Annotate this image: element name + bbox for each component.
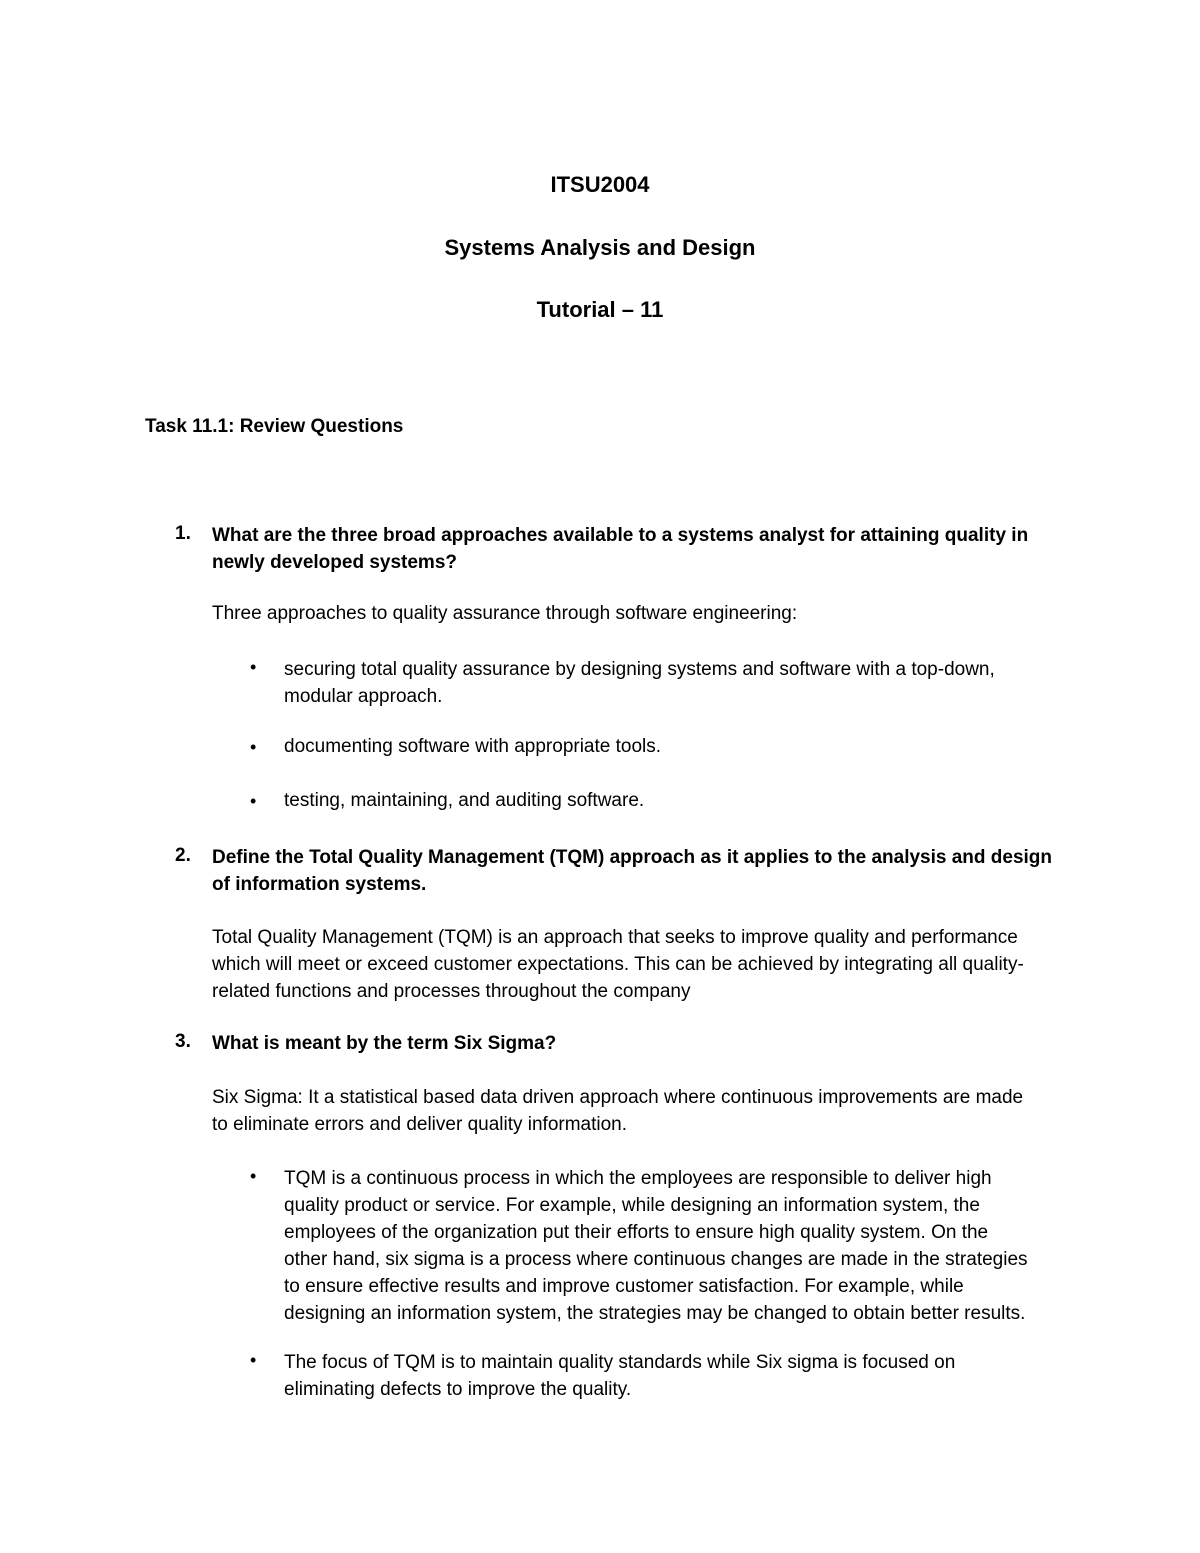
list-item-line: quality product or service. For example, while designing an information system, the bbox=[284, 1195, 980, 1216]
list-item-line: employees of the organization put their efforts to ensure high quality system. On the bbox=[284, 1222, 989, 1243]
answer-line: to eliminate errors and deliver quality information. bbox=[212, 1114, 628, 1135]
list-item-line: eliminating defects to improve the quality. bbox=[284, 1379, 632, 1400]
question-text-line: What is meant by the term Six Sigma? bbox=[212, 1033, 557, 1054]
question-text-line: Define the Total Quality Management (TQM) approach as it applies to the analysis and design bbox=[212, 847, 1053, 868]
answer-line: related functions and processes throughout the company bbox=[212, 981, 691, 1002]
task-heading: Task 11.1: Review Questions bbox=[145, 416, 404, 437]
question-text-line: What are the three broad approaches available to a systems analyst for attaining quality in bbox=[212, 525, 1029, 546]
answer-line: Total Quality Management (TQM) is an approach that seeks to improve quality and performance bbox=[212, 927, 1018, 948]
list-item-line: modular approach. bbox=[284, 686, 443, 707]
list-item-line: to ensure effective results and improve customer satisfaction. For example, while bbox=[284, 1276, 964, 1297]
tutorial-title: Tutorial – 11 bbox=[536, 297, 664, 322]
list-item bbox=[284, 1349, 955, 1403]
question-number: 3. bbox=[175, 1031, 191, 1052]
question-text bbox=[212, 522, 1028, 576]
list-item-line: designing an information system, the strategies may be changed to obtain better results. bbox=[284, 1303, 1026, 1324]
course-code: ITSU2004 bbox=[550, 172, 650, 197]
list-item bbox=[284, 656, 995, 710]
question-text-line: of information systems. bbox=[212, 874, 427, 895]
list-item-line: The focus of TQM is to maintain quality standards while Six sigma is focused on bbox=[284, 1352, 956, 1373]
bullet-icon: • bbox=[250, 737, 257, 757]
question-text-line: newly developed systems? bbox=[212, 552, 457, 573]
list-item-line: TQM is a continuous process in which the employees are responsible to deliver high bbox=[284, 1168, 992, 1189]
list-item-line: securing total quality assurance by designing systems and software with a top-down, bbox=[284, 659, 995, 680]
bullet-icon: • bbox=[250, 1166, 257, 1186]
course-title: Systems Analysis and Design bbox=[444, 235, 756, 260]
bullet-icon: • bbox=[250, 791, 257, 811]
bullet-icon: • bbox=[250, 1350, 257, 1370]
answer-paragraph bbox=[212, 924, 1024, 1005]
list-item bbox=[284, 1165, 1028, 1327]
question-text bbox=[212, 1030, 556, 1057]
answer-line: Six Sigma: It a statistical based data driven approach where continuous improvements are made bbox=[212, 1087, 1024, 1108]
list-item-line: other hand, six sigma is a process where continuous changes are made in the strategies bbox=[284, 1249, 1028, 1270]
answer-intro: Three approaches to quality assurance through software engineering: bbox=[212, 603, 798, 624]
answer-line: which will meet or exceed customer expectations. This can be achieved by integrating all quality- bbox=[212, 954, 1024, 975]
question-number: 1. bbox=[175, 523, 191, 544]
list-item: testing, maintaining, and auditing software. bbox=[284, 790, 645, 811]
list-item: documenting software with appropriate tools. bbox=[284, 736, 662, 757]
question-text bbox=[212, 844, 1052, 898]
answer-paragraph bbox=[212, 1084, 1023, 1138]
question-number: 2. bbox=[175, 845, 191, 866]
bullet-icon: • bbox=[250, 657, 257, 677]
